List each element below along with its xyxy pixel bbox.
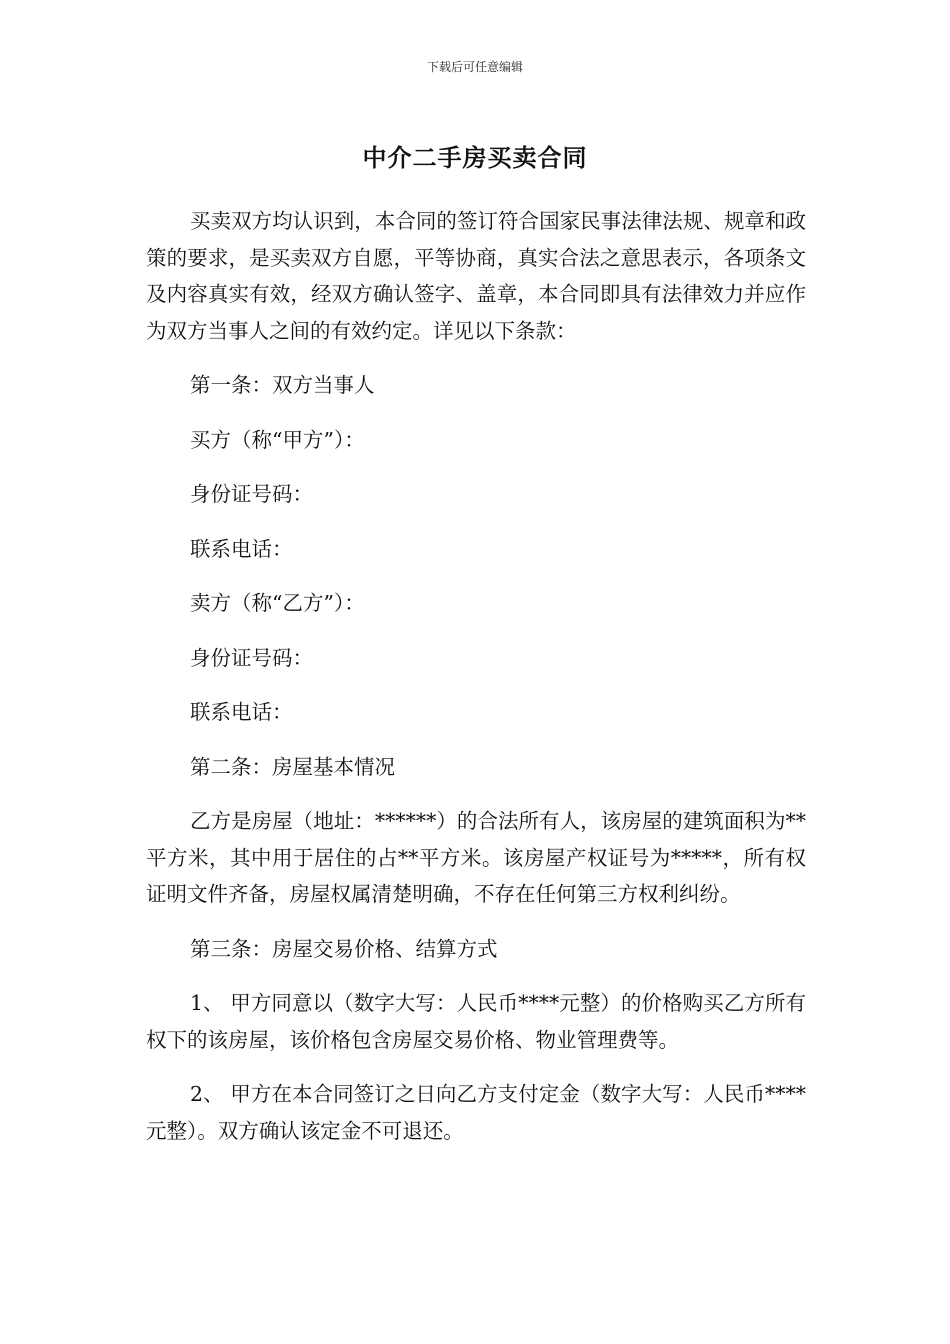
contract-body (146, 203, 806, 1167)
price-clause-1: 1、 甲方同意以（数字大写：人民币****元整）的价格购买乙方所有权下的该房屋，该价格包含房屋交易价格、物业管理费等。 (146, 991, 806, 1052)
seller-phone-line: 联系电话： (190, 700, 293, 724)
buyer-line: 买方（称“甲方”）： (190, 427, 365, 452)
article-3-heading: 第三条：房屋交易价格、结算方式 (190, 936, 498, 961)
intro-paragraph: 买卖双方均认识到，本合同的签订符合国家民事法律法规、规章和政策的要求，是买卖双方自愿，平等协商，真实合法之意思表示，各项条文及内容真实有效，经双方确认签字、盖章，本合同即具有法律效力并应作为双方当事人之间的有效约定。详见以下条款： (146, 209, 806, 343)
buyer-id-line: 身份证号码： (190, 482, 313, 506)
seller-line: 卖方（称“乙方”）： (190, 591, 365, 615)
article-2-heading: 第二条：房屋基本情况 (190, 754, 395, 779)
seller-id-line: 身份证号码： (190, 645, 313, 670)
article-1-heading: 第一条：双方当事人 (190, 373, 375, 397)
document-title: 中介二手房买卖合同 (362, 144, 588, 172)
buyer-phone-line: 联系电话： (190, 536, 293, 561)
deposit-clause-2: 2、 甲方在本合同签订之日向乙方支付定金（数字大写：人民币****元整）。双方确认该定金不可退还。 (146, 1082, 806, 1143)
header-note: 下载后可任意编辑 (426, 60, 523, 74)
property-description-paragraph: 乙方是房屋（地址：******）的合法所有人，该房屋的建筑面积为**平方米，其中用于居住的占**平方米。该房屋产权证号为*****，所有权证明文件齐备，房屋权属清楚明确，不存在任何第三方权利纠纷。 (146, 809, 806, 906)
